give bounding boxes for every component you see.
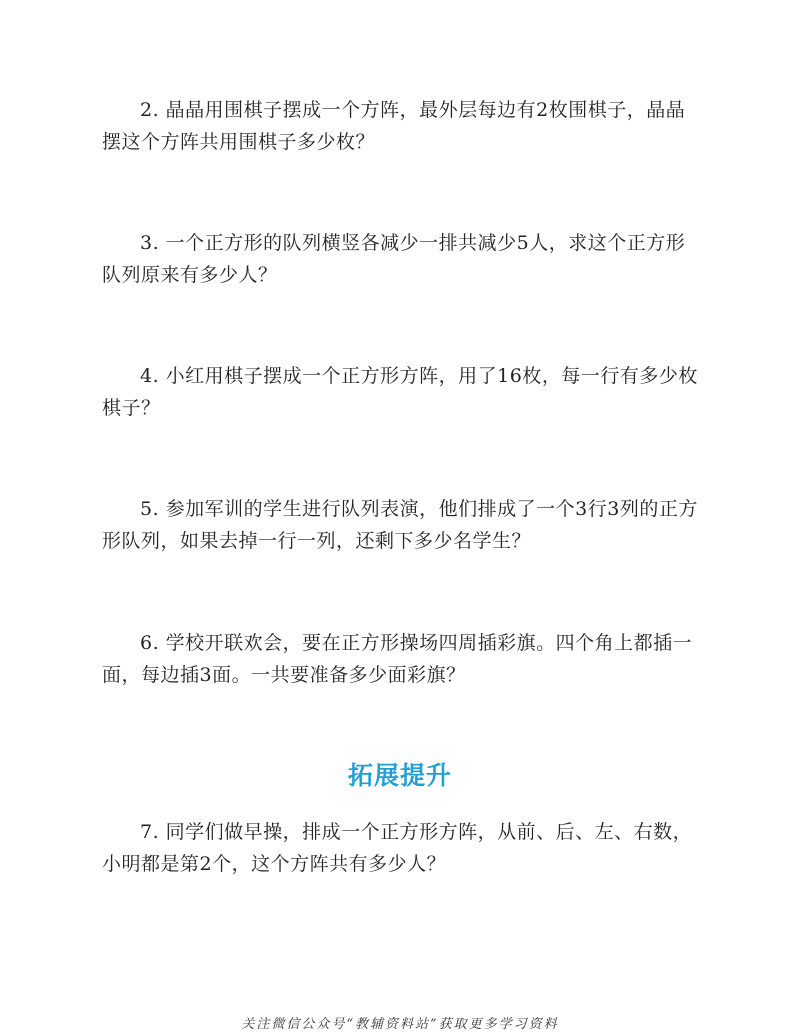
- problem-4: [102, 360, 702, 424]
- section-title: 拓展提升: [347, 761, 452, 790]
- problem-6-text: 6. 学校开联欢会，要在正方形操场四周插彩旗。四个角上都插一面，每边插3面。一共要准备多少面彩旗？: [102, 632, 693, 686]
- problem-7-text: 7. 同学们做早操，排成一个正方形方阵，从前、后、左、右数，小明都是第2个，这个方阵共有多少人？: [102, 821, 693, 875]
- problem-3: [102, 227, 702, 291]
- problem-7: [102, 816, 702, 880]
- problem-5: [102, 493, 702, 557]
- problem-2-text: 2. 晶晶用围棋子摆成一个方阵，最外层每边有2枚围棋子，晶晶摆这个方阵共用围棋子多少枚？: [102, 99, 686, 153]
- problem-2: [102, 94, 702, 158]
- problem-4-text: 4. 小红用棋子摆成一个正方形方阵，用了16枚，每一行有多少枚棋子？: [102, 365, 698, 419]
- footer-watermark: 关注微信公众号“教辅资料站”获取更多学习资料: [241, 1017, 559, 1032]
- problem-3-text: 3. 一个正方形的队列横竖各减少一排共减少5人，求这个正方形队列原来有多少人？: [102, 232, 686, 286]
- problem-5-text: 5. 参加军训的学生进行队列表演，他们排成了一个3行3列的正方形队列，如果去掉一行一列，还剩下多少名学生？: [102, 498, 698, 552]
- problem-6: [102, 627, 702, 691]
